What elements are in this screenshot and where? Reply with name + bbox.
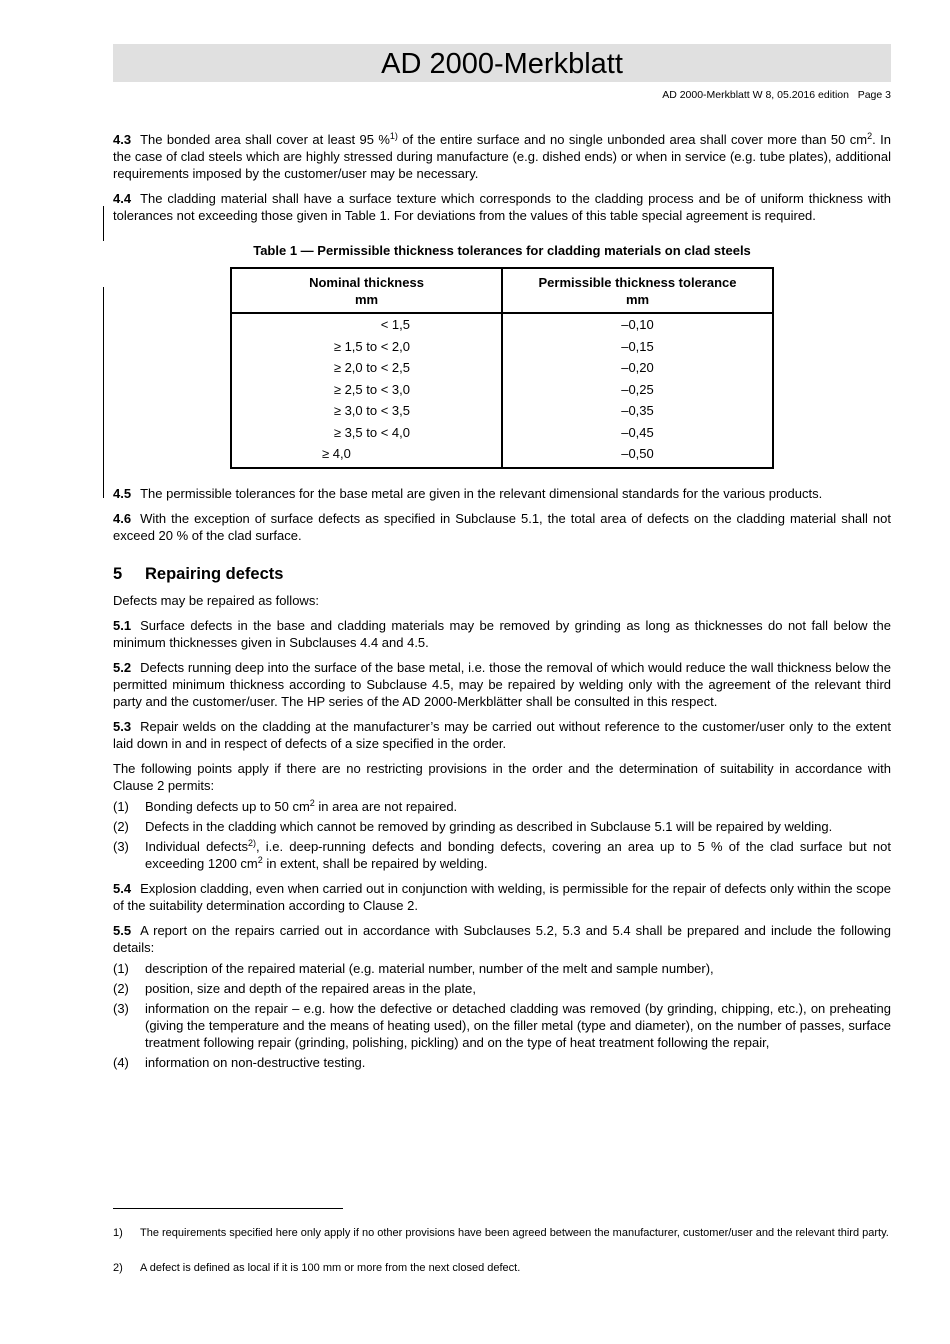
list-item: (2) position, size and depth of the repaired areas in the plate, [113,980,476,996]
list-item: (1) description of the repaired material (e.g. material number, number of the melt and sample number), [113,960,714,976]
clause-5-3: 5.3 Repair welds on the cladding at the manufacturer’s may be carried out without reference to the customer/user only to the extent laid down in and in respect of defects of a size specified in the order. [113,718,891,751]
clause-number: 5.3 [113,718,132,734]
nominal-column [231,313,502,468]
clause-4-6: 4.6 With the exception of surface defects as specified in Subclause 5.1, the total area of defects on the cladding material shall not exceed 20 % of the clad surface. [113,510,891,543]
table-cell: –0,15 [621,338,654,354]
clause-4-3: 4.3 The bonded area shall cover at least 95 %$^{1)}$ of the entire surface and no single unbonded area shall cover more than 50 $cm^2$. In the case of clad steels which are highly stressed during manufacture (e.g. dished ends) or when in service (e.g. tube plates), additional requirements imposed by the customer/user may be necessary. [113,131,891,181]
list-item: (2) Defects in the cladding which cannot be removed by grinding as described in Subclause 5.1 will be repaired by welding. [113,818,833,834]
clause-4-4: 4.4 The cladding material shall have a surface texture which corresponds to the cladding process and be of uniform thickness with tolerances not exceeding those given in Table 1. For deviations from the values of this table special agreement is required. [113,191,891,223]
clause-number: 5.5 [113,922,132,938]
footnote-ref: 2) [248,837,257,848]
list-item: (4) information on non-destructive testing. [113,1054,366,1070]
table-cell: –0,45 [621,424,654,440]
table-cell: ≥ 3,5 to < 4,0 [333,424,410,440]
table-cell: < 1,5 [380,317,410,332]
table-cell: ≥ 2,0 to < 2,5 [333,360,410,375]
clause-number: 5.2 [113,659,132,675]
clause-5-3-conditions: The following points apply if there are no restricting provisions in the order and the determination of suitability in accordance with Clause 2 permits: [113,760,891,793]
column-header-tolerance: Permissible thickness tolerance mm [502,268,773,313]
table-cell: ≥ 4,0 [322,446,351,461]
clause-number: 4.6 [113,510,132,526]
footnote-ref: 1) [389,131,398,141]
clause-5-5: 5.5 A report on the repairs carried out in accordance with Subclauses 5.2, 5.3 and 5.4 shall be prepared and include the following details: [113,922,891,955]
table-cell: –0,25 [621,381,654,397]
clause-number: 4.5 [113,485,132,501]
tolerance-column [502,313,773,468]
table-caption: Table 1 — Permissible thickness tolerances for cladding materials on clad steels [253,243,751,258]
list-item: (3) information on the repair – e.g. how the defective or detached cladding was removed (by grinding, chipping, etc.), on preheating (giving the temperature and the means of heating used), on the filler metal (type and diameter), on the number of passes, surface treatment following repair (grinding, polishing, pickling) and on the type of heat treatment following the repair, [113,1000,891,1050]
report-details-list [113,960,891,1071]
document-body [113,131,891,1079]
page-header-subtitle: AD 2000-Merkblatt W 8, 05.2016 edition Page 3 [662,89,891,101]
table-cell: –0,20 [621,360,654,375]
list-item: (3) Individual defects$^{2)}$, i.e. deep-running defects and bonding defects, covering an area up to 5 % of the clad surface but not exceeding 1200 $cm^2$ in extent, shall be repaired by welding. [113,837,892,871]
change-bar [103,206,104,241]
clause-5-4: 5.4 Explosion cladding, even when carried out in conjunction with welding, is permissible for the repair of defects only within the scope of the suitability determination according to Clause 2. [113,880,891,913]
clause-number: 4.3 [113,132,132,147]
table-cell: –0,35 [621,403,654,418]
table-cell: ≥ 1,5 to < 2,0 [333,338,410,354]
table-cell: –0,50 [621,446,654,461]
clause-5-1: 5.1 Surface defects in the base and cladding materials may be removed by grinding as long as thicknesses do not fall below the minimum thicknesses given in Subclauses 4.4 and 4.5. [113,617,891,650]
footnote: 2) A defect is defined as local if it is 100 mm or more from the next closed defect. [113,1262,521,1274]
clause-4-5: 4.5 The permissible tolerances for the base metal are given in the relevant dimensional standards for the various products. [113,485,823,501]
clause-number: 5.4 [113,880,132,896]
clause-number: 5.1 [113,617,132,633]
footnote-separator [113,1208,343,1209]
clause-number: 4.4 [113,191,132,206]
section-intro: Defects may be repaired as follows: [113,592,319,608]
table-cell: ≥ 2,5 to < 3,0 [333,381,410,397]
section-heading: 5 Repairing defects [113,564,284,583]
table-cell: –0,10 [621,317,654,332]
tolerance-table [230,267,774,469]
clause-5-2: 5.2 Defects running deep into the surface of the base metal, i.e. those the removal of which would reduce the wall thickness below the permitted minimum thickness according to Subclause 4.5, may be repaired by welding only with the agreement of the relevant third party and the customer/user. The HP series of the AD 2000-Merkblätter shall be consulted in this respect. [113,659,891,709]
repair-conditions-list [113,798,891,872]
column-header-nominal: Nominal thickness mm [231,268,502,313]
page-header-title: AD 2000-Merkblatt [381,48,623,80]
table-cell: ≥ 3,0 to < 3,5 [333,403,410,418]
change-bar [103,287,104,498]
footnote: 1) The requirements specified here only apply if no other provisions have been agreed between the manufacturer, customer/user and the relevant third party. [113,1227,889,1239]
list-item: (1) Bonding defects up to 50 $cm^2$ in area are not repaired. [113,797,458,814]
